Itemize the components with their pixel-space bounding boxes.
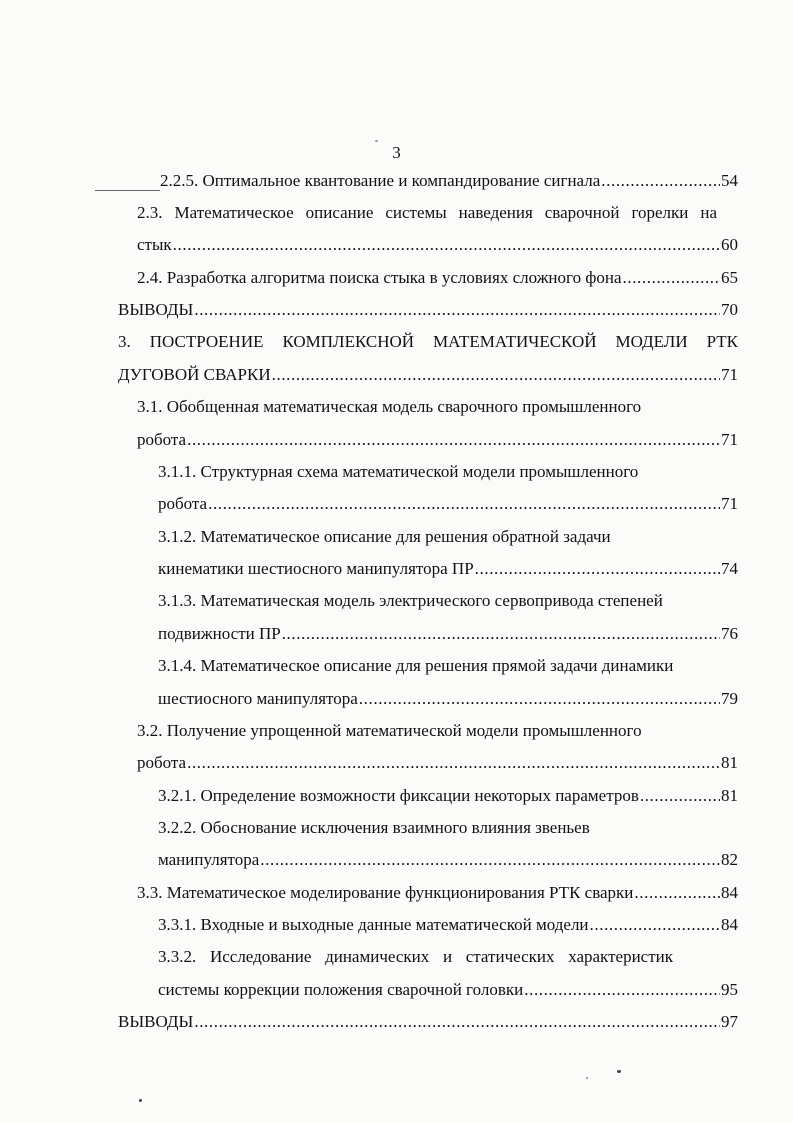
toc-entry-page: 71 (721, 365, 738, 384)
toc-entry (160, 167, 738, 191)
toc-entry-page: 74 (721, 559, 738, 578)
toc-entry (137, 717, 717, 741)
toc-entry-text: системы коррекции положения сварочной головки (158, 980, 524, 999)
toc-entry-text: 3.1.3. Математическая модель электрического сервопривода степеней (158, 591, 663, 610)
toc-entry (137, 879, 738, 903)
toc-leader-dots (260, 850, 720, 870)
toc-entry-text: стык (137, 235, 172, 254)
toc-entry-page: 97 (721, 1012, 738, 1031)
toc-entry-page: 71 (721, 494, 738, 513)
toc-leader-dots (173, 235, 720, 255)
toc-entry-text: шестиосного манипулятора (158, 689, 358, 708)
toc-entry-text: 3.1.4. Математическое описание для решения прямой задачи динамики (158, 656, 674, 675)
toc-entry-page: 76 (721, 624, 738, 643)
toc-entry (137, 199, 717, 223)
toc-entry (137, 393, 717, 417)
toc-entry (158, 458, 718, 482)
toc-entry-page: 79 (721, 689, 738, 708)
toc-leader-dots (634, 883, 720, 903)
scan-speck (139, 1099, 142, 1102)
toc-entry-page: 54 (721, 171, 738, 190)
toc-entry-page: 71 (721, 430, 738, 449)
toc-entry (137, 426, 738, 450)
toc-leader-dots (208, 494, 720, 514)
toc-leader-dots (623, 268, 721, 288)
page-number: 3 (392, 143, 401, 162)
toc-entry-text: подвижности ПР (158, 624, 281, 643)
toc-entry-page: 84 (721, 883, 738, 902)
toc-leader-dots (590, 915, 720, 935)
toc-entry (158, 911, 738, 935)
toc-entry-text: 3.1. Обобщенная математическая модель сварочного промышленного (137, 397, 642, 416)
toc-entry (158, 587, 718, 611)
toc-entry-text: кинематики шестиосного манипулятора ПР (158, 559, 474, 578)
toc-entry-text: 2.3. Математическое описание системы наведения сварочной горелки на (137, 203, 717, 222)
toc-entry (158, 782, 738, 806)
toc-entry-page: 82 (721, 850, 738, 869)
toc-entry-page: 81 (721, 753, 738, 772)
toc-entry (158, 523, 718, 547)
toc-leader-dots (272, 365, 720, 385)
toc-entry-page: 84 (721, 915, 738, 934)
toc-entry (137, 749, 738, 773)
toc-entry-text: робота (158, 494, 208, 513)
toc-entry-page: 65 (721, 268, 738, 287)
toc-entry-text: 3.3. Математическое моделирование функционирования РТК сварки (137, 883, 634, 902)
toc-entry (137, 264, 738, 288)
scan-speck (586, 1077, 588, 1079)
toc-leader-dots (187, 753, 720, 773)
toc-leader-dots (524, 980, 720, 1000)
toc-entry-page: 70 (721, 300, 738, 319)
toc-entry-page: 95 (721, 980, 738, 999)
toc-entry (137, 231, 738, 255)
toc-entry-text: 3. ПОСТРОЕНИЕ КОМПЛЕКСНОЙ МАТЕМАТИЧЕСКОЙ МОДЕЛИ РТК (118, 332, 738, 351)
toc-entry (118, 296, 738, 320)
toc-leader-dots (194, 1012, 720, 1032)
toc-entry-text: ВЫВОДЫ (118, 300, 194, 319)
toc-entry (158, 814, 718, 838)
toc-leader-dots (640, 786, 720, 806)
toc-entry (158, 685, 738, 709)
toc-entry-text: ВЫВОДЫ (118, 1012, 194, 1031)
toc-entry-page: 81 (721, 786, 738, 805)
toc-entry-text: 3.3.2. Исследование динамических и статических характеристик (158, 947, 673, 966)
toc-leader-dots (475, 559, 720, 579)
toc-entry-text: 2.4. Разработка алгоритма поиска стыка в условиях сложного фона (137, 268, 622, 287)
scan-speck (375, 140, 378, 142)
toc-entry-text: робота (137, 753, 187, 772)
toc-entry-text: 3.2.1. Определение возможности фиксации некоторых параметров (158, 786, 639, 805)
toc-entry-text: ДУГОВОЙ СВАРКИ (118, 365, 271, 384)
toc-entry-text: 3.2. Получение упрощенной математической модели промышленного (137, 721, 642, 740)
toc-leader-dots (187, 430, 720, 450)
toc-entry (118, 1008, 738, 1032)
toc-leader-dots (359, 689, 720, 709)
toc-entry (158, 976, 738, 1000)
toc-leader-dots (194, 300, 720, 320)
toc-entry-text: робота (137, 430, 187, 449)
toc-entry (158, 555, 738, 579)
toc-entry (158, 943, 673, 967)
toc-entry-text: 3.2.2. Обоснование исключения взаимного влияния звеньев (158, 818, 590, 837)
toc-entry (158, 490, 738, 514)
scan-speck (617, 1070, 621, 1073)
toc-entry (118, 361, 738, 385)
toc-entry-page: 60 (721, 235, 738, 254)
toc-leader-dots (601, 171, 720, 191)
toc-entry (158, 846, 738, 870)
toc-entry (118, 328, 738, 352)
toc-entry-text: 3.1.2. Математическое описание для решения обратной задачи (158, 527, 611, 546)
toc-entry-text: манипулятора (158, 850, 260, 869)
toc-entry (158, 652, 728, 676)
toc-entry-text: 3.1.1. Структурная схема математической модели промышленного (158, 462, 639, 481)
toc-entry-text: 2.2.5. Оптимальное квантование и компандирование сигнала (160, 171, 601, 190)
toc-leader-dots (282, 624, 720, 644)
toc-entry-text: 3.3.1. Входные и выходные данные математической модели (158, 915, 589, 934)
toc-entry (158, 620, 738, 644)
